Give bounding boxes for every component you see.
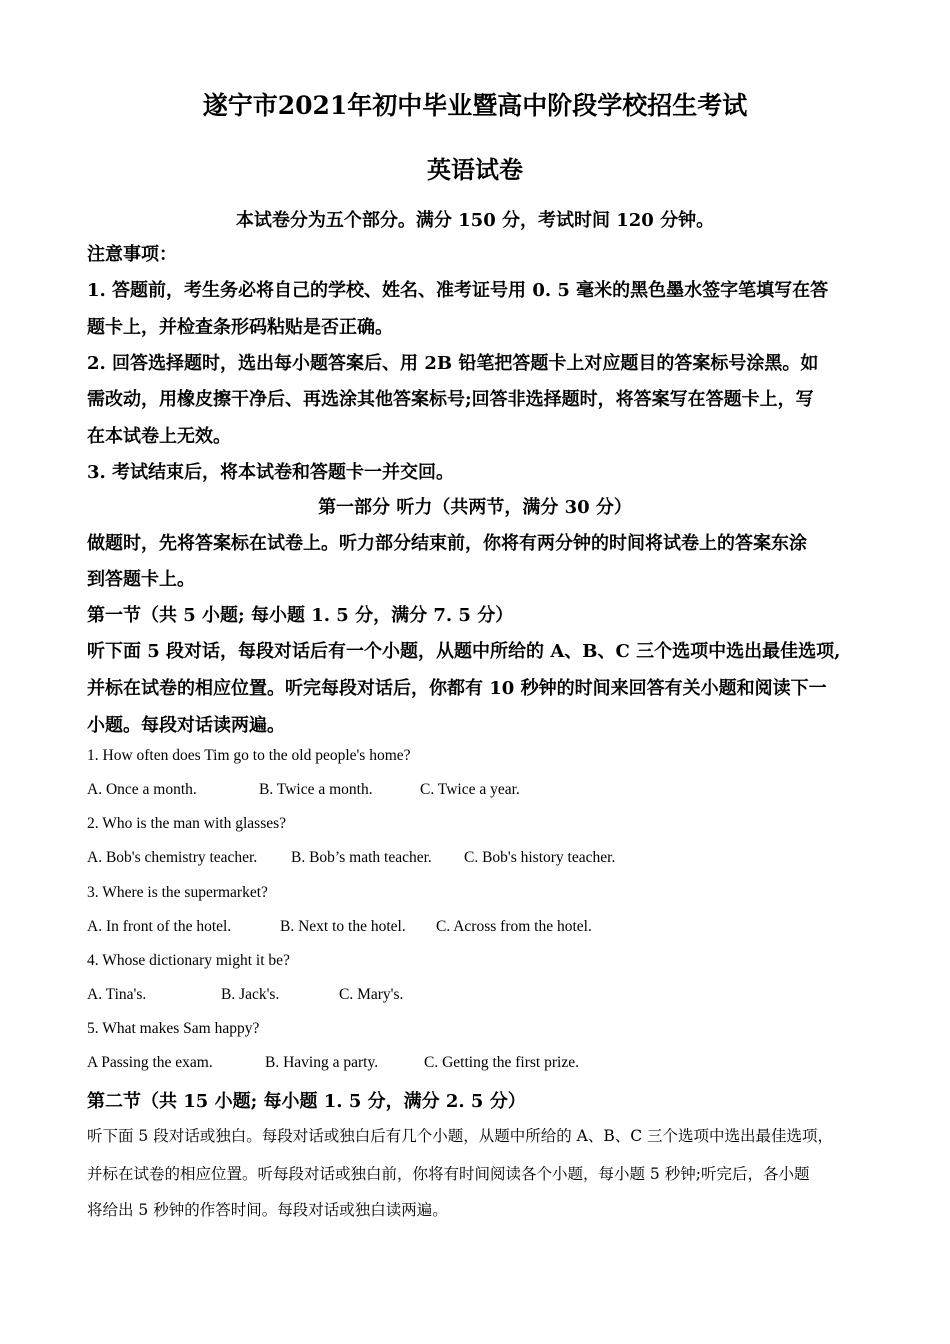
option-a: A. Tina's. bbox=[87, 986, 147, 1003]
notice-line: 在本试卷上无效。 bbox=[87, 426, 231, 447]
section2-instruction: 听下面 5 段对话或独白。每段对话或独白后有几个小题，从题中所给的 A、B、C 三个选项中选出最佳选项， bbox=[87, 1127, 834, 1145]
question-text: 5. What makes Sam happy? bbox=[87, 1020, 260, 1037]
option-a: A. Once a month. bbox=[87, 781, 197, 798]
part1-heading: 第一部分 听力（共两节，满分 30 分） bbox=[318, 497, 632, 518]
section1-instruction: 并标在试卷的相应位置。听完每段对话后，你都有 10 秒钟的时间来回答有关小题和阅读下一 bbox=[87, 678, 827, 699]
question-text: 2. Who is the man with glasses? bbox=[87, 815, 287, 832]
option-b: B. Having a party. bbox=[265, 1054, 379, 1071]
exam-subtitle: 英语试卷 bbox=[427, 155, 523, 184]
option-a: A. In front of the hotel. bbox=[87, 918, 232, 935]
exam-title: 遂宁市2021年初中毕业暨高中阶段学校招生考试 bbox=[202, 91, 748, 120]
notice-heading: 注意事项： bbox=[87, 244, 177, 265]
section2-heading: 第二节（共 15 小题; 每小题 1. 5 分，满分 2. 5 分） bbox=[87, 1091, 526, 1112]
option-a: A. Bob's chemistry teacher. bbox=[87, 849, 258, 866]
notice-line: 3. 考试结束后，将本试卷和答题卡一并交回。 bbox=[87, 462, 455, 483]
notice-line: 1. 答题前，考生务必将自己的学校、姓名、准考证号用 0. 5 毫米的黑色墨水签字笔填写在答 bbox=[87, 280, 829, 301]
option-c: C. Bob's history teacher. bbox=[464, 849, 616, 866]
part1-instruction: 做题时，先将答案标在试卷上。听力部分结束前，你将有两分钟的时间将试卷上的答案东涂 bbox=[87, 533, 807, 554]
option-b: B. Twice a month. bbox=[259, 781, 373, 798]
option-c: C. Getting the first prize. bbox=[424, 1054, 579, 1071]
notice-line: 2. 回答选择题时，选出每小题答案后、用 2B 铅笔把答题卡上对应题目的答案标号涂黑。如 bbox=[87, 353, 819, 374]
option-b: B. Bob’s math teacher. bbox=[291, 849, 432, 866]
exam-info: 本试卷分为五个部分。满分 150 分，考试时间 120 分钟。 bbox=[235, 210, 715, 231]
notice-line: 题卡上，并检查条形码粘贴是否正确。 bbox=[87, 317, 393, 338]
question-text: 3. Where is the supermarket? bbox=[87, 884, 268, 901]
option-c: C. Across from the hotel. bbox=[436, 918, 592, 935]
section1-instruction: 听下面 5 段对话，每段对话后有一个小题，从题中所给的 A、B、C 三个选项中选出最佳选项, bbox=[87, 641, 841, 662]
section2-instruction: 将给出 5 秒钟的作答时间。每段对话或独白读两遍。 bbox=[87, 1201, 448, 1219]
option-b: B. Next to the hotel. bbox=[280, 918, 406, 935]
section1-instruction: 小题。每段对话读两遍。 bbox=[87, 715, 285, 736]
part1-instruction: 到答题卡上。 bbox=[87, 569, 195, 590]
option-b: B. Jack's. bbox=[221, 986, 280, 1003]
option-c: C. Mary's. bbox=[339, 986, 404, 1003]
option-c: C. Twice a year. bbox=[420, 781, 520, 798]
section2-instruction: 并标在试卷的相应位置。听每段对话或独白前，你将有时间阅读各个小题，每小题 5 秒钟;听完后，各小题 bbox=[87, 1165, 810, 1183]
notice-line: 需改动，用橡皮擦干净后、再选涂其他答案标号;回答非选择题时，将答案写在答题卡上，写 bbox=[87, 389, 814, 410]
option-a: A Passing the exam. bbox=[87, 1054, 213, 1071]
question-text: 4. Whose dictionary might it be? bbox=[87, 952, 290, 969]
question-text: 1. How often does Tim go to the old people's home? bbox=[87, 747, 411, 764]
section1-heading: 第一节（共 5 小题; 每小题 1. 5 分，满分 7. 5 分） bbox=[87, 605, 514, 626]
